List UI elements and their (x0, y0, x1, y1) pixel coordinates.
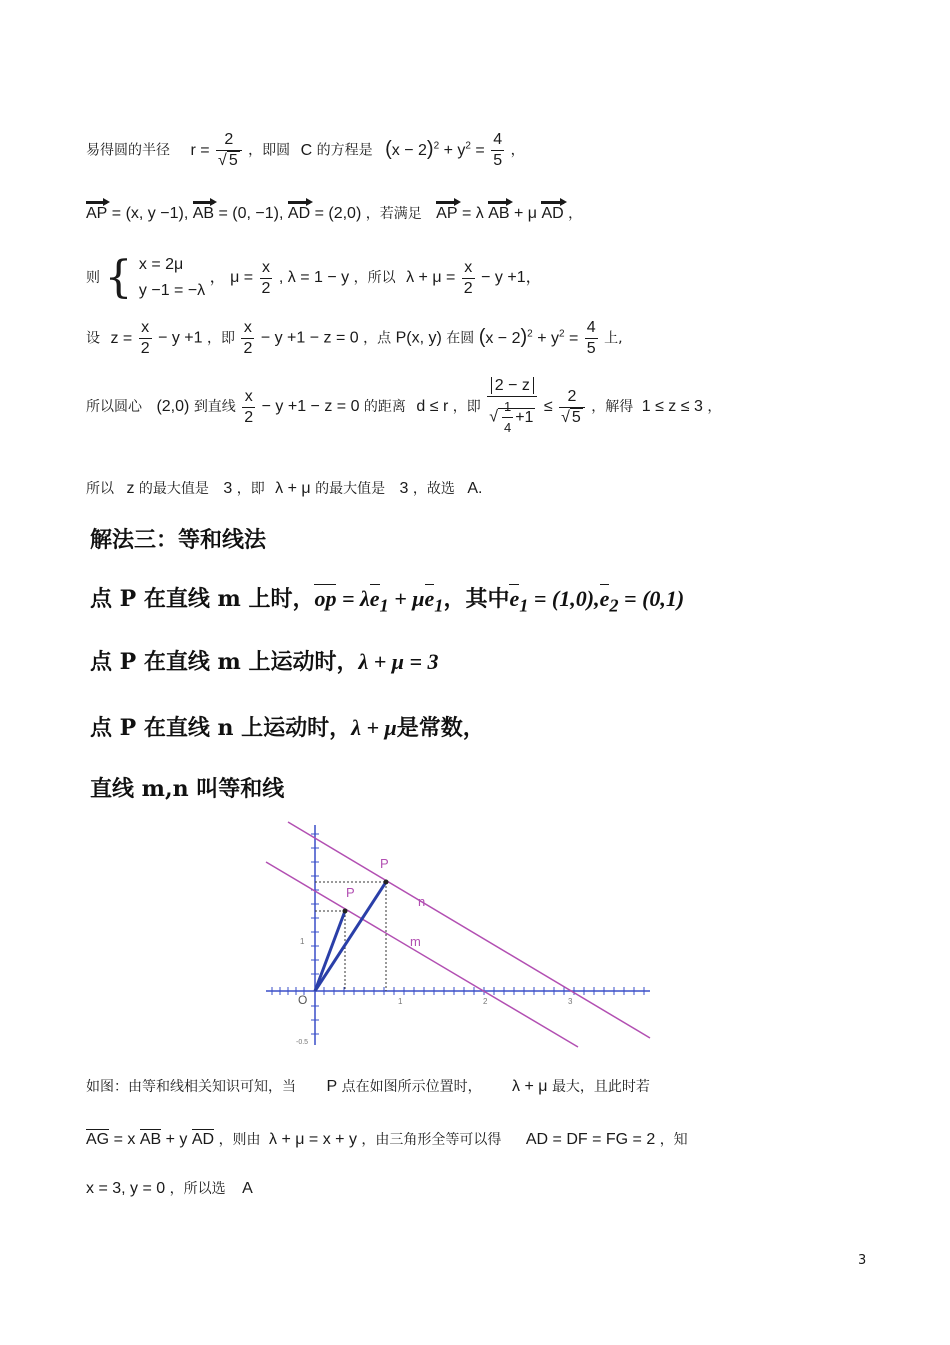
line-distance (86, 376, 721, 438)
vector-op: op (314, 586, 337, 611)
fraction (242, 387, 255, 428)
frac-num: 4 (585, 318, 598, 339)
math: = λ (336, 586, 370, 611)
math: = λ (461, 205, 484, 222)
math: = (0, −1) (218, 205, 279, 222)
frac-num: 2 (559, 387, 585, 408)
frac-den: 5 (586, 340, 596, 357)
math: + y (537, 329, 559, 347)
text: ，所以选 (169, 1181, 226, 1197)
frac-den: 2 (244, 408, 254, 426)
tick-label-y1: 1 (300, 937, 305, 946)
vector-ap: AP (436, 205, 458, 222)
math: λ + μ (269, 1131, 305, 1148)
frac-num: x (462, 258, 475, 279)
fraction (260, 258, 273, 299)
vector-ad: AD (287, 205, 311, 222)
math: x = 3, y = 0 (86, 1180, 166, 1197)
math: A. (467, 480, 483, 497)
math: A (242, 1180, 253, 1197)
tick-label-x1: 1 (398, 997, 403, 1006)
tick-label-x3: 3 (568, 997, 573, 1006)
fraction (139, 318, 152, 359)
exponent: 2 (527, 328, 533, 340)
page-number: 3 (858, 1253, 867, 1268)
math: − y +1 − z = 0 (260, 329, 359, 347)
text: 在圆 (446, 330, 475, 347)
heading-moving-on-n (90, 711, 485, 742)
isoline-n (288, 822, 650, 1038)
math: λ + μ (275, 480, 311, 497)
math: + μ (388, 586, 425, 611)
fraction: 2 − z √ $\frac{1}{4}$ +1 (487, 376, 537, 438)
math: λ + μ = 3 (358, 649, 439, 674)
frac-den: √ 5 (218, 152, 238, 169)
exponent: 2 (465, 140, 471, 152)
vector-e2: e (424, 586, 435, 611)
math: P(x, y) (395, 329, 442, 347)
math: = (2,0) (314, 205, 362, 222)
line-substitution: 设 z = $\frac{x}{2}$ − y +1 ，即 $\frac{x}{2}$ − y +1 − z = 0 ，点 P(x, y) 在圆 $(x - 2)^2 + y^2$ = $\frac{4}{5}$ 上, (86, 319, 623, 357)
frac-num: x (241, 318, 254, 339)
text: ， (568, 206, 583, 222)
equation: y −1 = −λ (138, 282, 206, 299)
line-vectors: AP = (x, y −1), AB = (0, −1), AD = (2,0) ，若满足 AP = λ AB + μ AD ， (86, 205, 583, 222)
text: ， (707, 399, 722, 415)
text: 的距离 (363, 399, 406, 415)
line-answer (86, 1178, 253, 1198)
math: = (0,1) (618, 586, 685, 611)
math: 1 ≤ z ≤ 3 (641, 398, 703, 415)
math: = x + y (308, 1131, 357, 1148)
subscript: 1 (519, 595, 529, 616)
fraction (241, 318, 254, 359)
math: r = (190, 141, 210, 159)
frac-den: 2 (140, 340, 150, 357)
frac-num: 1 (502, 397, 513, 418)
math: , λ = 1 − y (278, 269, 350, 286)
text: ，则由 (218, 1132, 261, 1148)
text: ，故选 (412, 481, 455, 497)
math: λ + μ = (406, 269, 456, 286)
heading-point-on-m (90, 582, 684, 616)
text: 易得圆的半径 (86, 142, 170, 159)
math: λ + μ (512, 1078, 548, 1095)
text: ，即 (236, 481, 265, 497)
text: 是常数， (396, 715, 485, 741)
math: = (475, 141, 485, 159)
subscript: 1 (379, 595, 389, 616)
text: 所以 (86, 481, 114, 497)
line-triangle (86, 1129, 688, 1149)
label-p-outer: P (380, 856, 389, 871)
exponent: 2 (433, 140, 440, 152)
math: = x (113, 1131, 136, 1148)
tick-label-x2: 2 (483, 997, 488, 1006)
abs-value: 2 − z (491, 377, 534, 394)
subscript: 1 (434, 595, 444, 616)
math: + y (165, 1131, 188, 1148)
isoline-m (266, 862, 578, 1047)
text: 设 (86, 330, 100, 347)
text: 如图：由等和线相关知识可知，当 (86, 1079, 296, 1095)
text: ，即圆 (248, 142, 291, 159)
frac-num: 2 (216, 130, 242, 151)
math: λ + μ (351, 715, 397, 740)
label-origin: O (298, 993, 308, 1007)
brace: { (104, 252, 133, 303)
frac-den: 2 (243, 340, 253, 357)
text: ，知 (659, 1132, 688, 1148)
vector-e2: e (599, 586, 610, 611)
text: 的最大值是 (138, 481, 209, 497)
math: ≤ (543, 398, 553, 415)
vector-ad: AD (541, 205, 564, 222)
vector-ab: AB (192, 205, 215, 222)
frac-num: x (139, 318, 152, 339)
equation: x = 2μ (138, 256, 184, 273)
frac-den: 4 (503, 420, 512, 435)
math: x − 2 (391, 141, 427, 159)
label-m: m (410, 934, 421, 949)
math: 3 (399, 480, 409, 497)
text: ，即 (207, 330, 235, 347)
text: 的方程是 (316, 142, 373, 159)
line-system (86, 252, 542, 304)
math: − y +1 − z = 0 (261, 398, 360, 415)
math: z (126, 480, 135, 497)
text: 则 (86, 270, 100, 286)
text: ，若满足 (365, 206, 422, 222)
frac-num: x (260, 258, 273, 279)
math: − y +1， (481, 269, 542, 286)
math: +1 (515, 408, 534, 426)
radicand: 5 (228, 152, 238, 169)
radicand: 5 (571, 408, 581, 426)
heading-moving-on-m (90, 645, 439, 676)
isoline-diagram (258, 820, 658, 1050)
line-explanation (86, 1076, 650, 1096)
math: 3 (223, 480, 233, 497)
frac-den: 2 (463, 279, 473, 297)
method-three-title: 解法三：等和线法 (90, 527, 267, 553)
math: = (x, y −1) (111, 205, 184, 222)
frac-den: 5 (493, 152, 503, 169)
math: (2,0) (156, 398, 190, 415)
subscript: 2 (609, 595, 619, 616)
math: P (326, 1078, 338, 1095)
vector-e1: e (369, 586, 380, 611)
math: = (1,0), (528, 586, 600, 611)
line-radius: 易得圆的半径 r = $\frac{2}{√ 5}$ ，即圆 C 的方程是 $(x - 2)^2 + y^2$ = $\frac{4}{5}$ ， (86, 131, 525, 169)
label-n: n (418, 894, 426, 909)
tick-label-neg: -0.5 (296, 1039, 309, 1046)
text: ，由三角形全等可以得 (361, 1132, 502, 1148)
frac-num: 4 (491, 130, 504, 151)
vector-ag: AG (86, 1131, 110, 1148)
text: ，点 (363, 330, 392, 347)
vector-ab: AB (488, 205, 510, 222)
math: = (569, 329, 579, 347)
label-p-inner: P (346, 885, 355, 900)
math: − y +1 (158, 329, 203, 347)
vector-ad: AD (191, 1131, 215, 1148)
point-p-inner (343, 909, 348, 914)
text: 点 P 在直线 m 上时， (90, 586, 315, 612)
text: ，解得 (591, 399, 634, 415)
line-conclusion (86, 478, 482, 498)
frac-den: 2 (261, 279, 271, 297)
fraction (462, 258, 475, 299)
heading-isoline: 直线 m,n 叫等和线 (90, 776, 285, 802)
math: ， μ = (209, 269, 254, 286)
math: AD = DF = FG = 2 (525, 1131, 656, 1148)
text: ，所以 (353, 270, 396, 286)
vector-ap: AP (86, 205, 108, 222)
fraction: $\frac{2}{√ 5}$ (559, 387, 585, 428)
math: + y (443, 141, 466, 159)
text: 点在如图所示位置时， (341, 1079, 482, 1095)
math: x − 2 (485, 329, 521, 347)
vector-e1: e (509, 586, 520, 611)
point-p-outer (384, 880, 389, 885)
text: 的最大值是 (315, 481, 386, 497)
math: C (300, 141, 313, 159)
text: 到直线 (193, 399, 236, 415)
vector-ab: AB (139, 1131, 162, 1148)
math: d ≤ r (416, 398, 449, 415)
exponent: 2 (558, 328, 565, 340)
math: + μ (514, 205, 538, 222)
text: 最大，且此时若 (551, 1079, 650, 1095)
text: ，即 (452, 399, 481, 415)
fraction (585, 318, 598, 359)
text: 所以圆心 (86, 399, 142, 415)
text: 点 P 在直线 n 上运动时， (90, 715, 352, 741)
text: 点 P 在直线 m 上运动时， (90, 649, 359, 675)
text: 上, (604, 330, 623, 347)
text: ， (510, 142, 525, 159)
math: z = (110, 329, 133, 347)
fraction (491, 130, 504, 171)
frac-num: x (242, 387, 255, 408)
fraction (216, 130, 242, 171)
equation-system (139, 252, 205, 304)
text: ，其中 (443, 586, 510, 612)
